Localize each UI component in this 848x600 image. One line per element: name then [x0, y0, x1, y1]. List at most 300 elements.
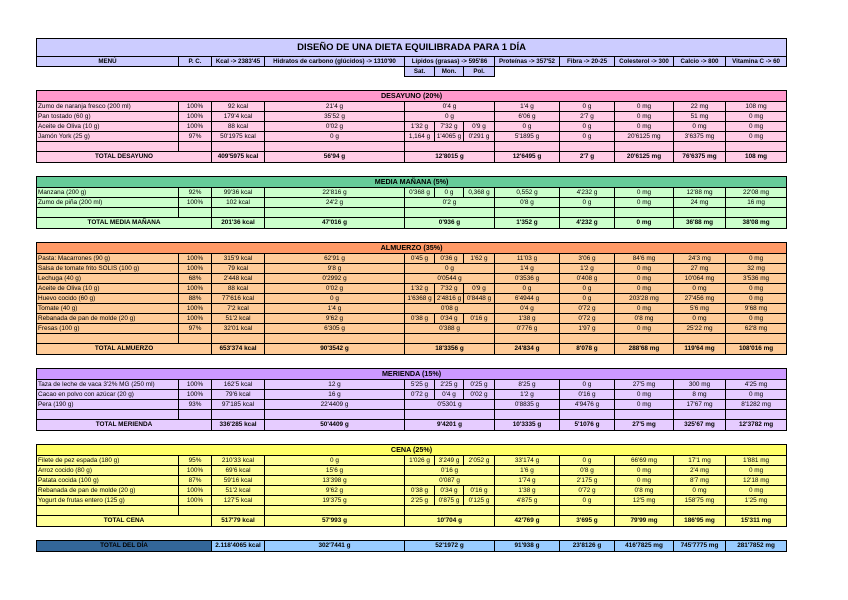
fibra-value: 0 g	[560, 294, 615, 304]
total-label: TOTAL CENA	[37, 516, 212, 527]
mon-value: 0'875 g	[435, 496, 464, 506]
section-title: DESAYUNO (20%)	[37, 91, 787, 102]
vitamina-c-value: 0 mg	[726, 122, 787, 132]
total-hc: 50'4409 g	[265, 420, 405, 431]
sat-value: 0'38 g	[405, 486, 435, 496]
vitamina-c-value: 3'536 mg	[726, 274, 787, 284]
pc-value: 93%	[179, 400, 212, 410]
proteinas-value: 8'25 g	[495, 380, 560, 390]
total-proteinas: 1'352 g	[495, 218, 560, 229]
vitamina-c-value: 0 mg	[726, 294, 787, 304]
calcio-value: 3'6375 mg	[674, 132, 726, 142]
total-kcal: 201'36 kcal	[212, 218, 265, 229]
pol-value: 0'9 g	[464, 284, 495, 294]
spacer-row	[37, 355, 787, 369]
kcal-value: 59'16 kcal	[212, 476, 265, 486]
proteinas-value: 1'2 g	[495, 390, 560, 400]
hc-value: 12 g	[265, 380, 405, 390]
diet-table	[36, 38, 787, 552]
table-row	[37, 476, 787, 486]
vitamina-c-value: 22'08 mg	[726, 188, 787, 198]
hc-value: 21'4 g	[265, 102, 405, 112]
table-row	[37, 486, 787, 496]
proteinas-value: 1'38 g	[495, 314, 560, 324]
vitamina-c-value: 1'881 mg	[726, 456, 787, 466]
empty-cell	[265, 142, 405, 152]
colesterol-value: 0 mg	[615, 476, 674, 486]
mon-value: 1'4065 g	[435, 132, 464, 142]
hc-value: 9'62 g	[265, 486, 405, 496]
total-label: TOTAL DESAYUNO	[37, 152, 212, 163]
proteinas-value: 0 g	[495, 122, 560, 132]
empty-cell	[674, 410, 726, 420]
empty-cell	[674, 208, 726, 218]
calcio-value: 8'7 mg	[674, 476, 726, 486]
fibra-value: 2'175 g	[560, 476, 615, 486]
colesterol-value: 0 mg	[615, 264, 674, 274]
lipidos-value: 0'388 g	[405, 324, 495, 334]
pc-value: 100%	[179, 284, 212, 294]
sat-value: 0'72 g	[405, 390, 435, 400]
fibra-value: 0'72 g	[560, 486, 615, 496]
pol-value: 0'8448 g	[464, 294, 495, 304]
total-kcal: 336'285 kcal	[212, 420, 265, 431]
empty-cell	[495, 506, 560, 516]
kcal-value: 50'1975 kcal	[212, 132, 265, 142]
mon-value: 0 g	[435, 188, 464, 198]
header-proteinas: Proteínas -> 357'52	[495, 57, 560, 67]
total-lipidos: 0'936 g	[405, 218, 495, 229]
vitamina-c-value: 1'25 mg	[726, 496, 787, 506]
total-hc: 90'3542 g	[265, 344, 405, 355]
empty-row	[37, 142, 787, 152]
total-proteinas: 24'834 g	[495, 344, 560, 355]
empty-cell	[265, 208, 405, 218]
colesterol-value: 0 mg	[615, 466, 674, 476]
hc-value: 1'4 g	[265, 304, 405, 314]
grand-total-lipidos: 52'1972 g	[405, 541, 495, 552]
total-hc: 47'016 g	[265, 218, 405, 229]
total-label: TOTAL MERIENDA	[37, 420, 212, 431]
fibra-value: 4'9476 g	[560, 400, 615, 410]
vitamina-c-value: 0 mg	[726, 132, 787, 142]
grand-total-kcal: 2.118'4065 kcal	[212, 541, 265, 552]
sat-value: 0'45 g	[405, 254, 435, 264]
proteinas-value: 4'875 g	[495, 496, 560, 506]
pc-value: 100%	[179, 112, 212, 122]
kcal-value: 51'2 kcal	[212, 314, 265, 324]
empty-cell	[495, 142, 560, 152]
kcal-value: 32'01 kcal	[212, 324, 265, 334]
sat-value: 1'32 g	[405, 284, 435, 294]
subheader-sat: Sat.	[405, 67, 435, 77]
vitamina-c-value: 0 mg	[726, 284, 787, 294]
empty-cell	[615, 410, 674, 420]
table-row	[37, 380, 787, 390]
subheader-pol: Pol.	[464, 67, 495, 77]
pc-value: 100%	[179, 102, 212, 112]
total-lipidos: 12'8015 g	[405, 152, 495, 163]
food-name: Aceite de Oliva (10 g)	[37, 284, 179, 294]
calcio-value: 5'6 mg	[674, 304, 726, 314]
total-fibra: 2'7 g	[560, 152, 615, 163]
hc-value: 22'816 g	[265, 188, 405, 198]
mon-value: 7'32 g	[435, 284, 464, 294]
empty-cell	[495, 410, 560, 420]
section-title: MERIENDA (15%)	[37, 369, 787, 380]
calcio-value: 17'67 mg	[674, 400, 726, 410]
calcio-value: 24 mg	[674, 198, 726, 208]
vitamina-c-value: 8'1282 mg	[726, 400, 787, 410]
lipidos-value: 0'4 g	[405, 102, 495, 112]
lipidos-value: 0'2 g	[405, 198, 495, 208]
empty-cell	[37, 506, 179, 516]
kcal-value: 162'5 kcal	[212, 380, 265, 390]
total-calcio: 36'88 mg	[674, 218, 726, 229]
title-row	[37, 39, 787, 57]
table-row	[37, 284, 787, 294]
header-fibra: Fibra -> 20-25	[560, 57, 615, 67]
grand-total-proteinas: 91'938 g	[495, 541, 560, 552]
empty-cell	[615, 334, 674, 344]
table-row	[37, 294, 787, 304]
empty-cell	[495, 208, 560, 218]
total-row	[37, 344, 787, 355]
empty-cell	[674, 506, 726, 516]
colesterol-value: 0 mg	[615, 112, 674, 122]
fibra-value: 3'06 g	[560, 254, 615, 264]
pc-value: 87%	[179, 476, 212, 486]
proteinas-value: 1'4 g	[495, 264, 560, 274]
table-row	[37, 122, 787, 132]
lipidos-value: 0 g	[405, 112, 495, 122]
fibra-value: 0 g	[560, 284, 615, 294]
hc-value: 9'8 g	[265, 264, 405, 274]
total-vitamina-c: 12'3782 mg	[726, 420, 787, 431]
calcio-value: 0 mg	[674, 122, 726, 132]
colesterol-value: 84'6 mg	[615, 254, 674, 264]
header-colesterol: Colesterol -> 300	[615, 57, 674, 67]
food-name: Rebanada de pan de molde (20 g)	[37, 486, 179, 496]
empty-row	[37, 506, 787, 516]
hc-value: 0 g	[265, 294, 405, 304]
kcal-value: 92 kcal	[212, 102, 265, 112]
empty-cell	[560, 208, 615, 218]
pol-value: 2'052 g	[464, 456, 495, 466]
hc-value: 13'398 g	[265, 476, 405, 486]
header-hc: Hidratos de carbono (glúcidos) -> 1310'90	[265, 57, 405, 67]
calcio-value: 17'1 mg	[674, 456, 726, 466]
total-lipidos: 9'4201 g	[405, 420, 495, 431]
colesterol-value: 0 mg	[615, 324, 674, 334]
empty-row	[37, 410, 787, 420]
total-lipidos: 10'704 g	[405, 516, 495, 527]
section-header-row	[37, 243, 787, 254]
food-name: Arroz cocido (80 g)	[37, 466, 179, 476]
empty-cell	[212, 334, 265, 344]
kcal-value: 97'185 kcal	[212, 400, 265, 410]
total-row	[37, 420, 787, 431]
empty-cell	[179, 506, 212, 516]
pc-value: 100%	[179, 486, 212, 496]
calcio-value: 22 mg	[674, 102, 726, 112]
colesterol-value: 0 mg	[615, 304, 674, 314]
proteinas-value: 0 g	[495, 284, 560, 294]
total-hc: 57'993 g	[265, 516, 405, 527]
hc-value: 9'62 g	[265, 314, 405, 324]
hc-value: 16 g	[265, 390, 405, 400]
header-vitamina-c: Vitamina C -> 60	[726, 57, 787, 67]
empty-cell	[560, 142, 615, 152]
colesterol-value: 203'28 mg	[615, 294, 674, 304]
empty-cell	[726, 142, 787, 152]
vitamina-c-value: 12'18 mg	[726, 476, 787, 486]
empty-row	[37, 334, 787, 344]
food-name: Lechuga (40 g)	[37, 274, 179, 284]
colesterol-value: 20'6125 mg	[615, 132, 674, 142]
pc-value: 88%	[179, 294, 212, 304]
kcal-value: 127'5 kcal	[212, 496, 265, 506]
proteinas-value: 6'06 g	[495, 112, 560, 122]
fibra-value: 1'97 g	[560, 324, 615, 334]
table-row	[37, 102, 787, 112]
hc-value: 6'305 g	[265, 324, 405, 334]
proteinas-value: 6'4944 g	[495, 294, 560, 304]
page-title: DISEÑO DE UNA DIETA EQUILIBRADA PARA 1 DÍA	[37, 39, 787, 57]
fibra-value: 0'8 g	[560, 466, 615, 476]
total-row	[37, 516, 787, 527]
mon-value: 3'249 g	[435, 456, 464, 466]
colesterol-value: 0 mg	[615, 390, 674, 400]
hc-value: 0 g	[265, 456, 405, 466]
food-name: Jamón York (25 g)	[37, 132, 179, 142]
total-row	[37, 152, 787, 163]
colesterol-value: 0 mg	[615, 198, 674, 208]
proteinas-value: 0'3536 g	[495, 274, 560, 284]
total-colesterol: 0 mg	[615, 218, 674, 229]
fibra-value: 0 g	[560, 496, 615, 506]
section-title: ALMUERZO (35%)	[37, 243, 787, 254]
pol-value: 0'125 g	[464, 496, 495, 506]
total-vitamina-c: 108'016 mg	[726, 344, 787, 355]
total-kcal: 409'5975 kcal	[212, 152, 265, 163]
colesterol-value: 0 mg	[615, 188, 674, 198]
spacer-row	[37, 527, 787, 541]
fibra-value: 0'72 g	[560, 304, 615, 314]
food-name: Patata cocida (100 g)	[37, 476, 179, 486]
hc-value: 22'4409 g	[265, 400, 405, 410]
hc-value: 0'02 g	[265, 284, 405, 294]
header-pc: P. C.	[179, 57, 212, 67]
pc-value: 100%	[179, 314, 212, 324]
total-colesterol: 79'99 mg	[615, 516, 674, 527]
subheader-row	[37, 67, 787, 77]
empty-cell	[179, 208, 212, 218]
empty-cell	[179, 142, 212, 152]
table-row	[37, 198, 787, 208]
fibra-value: 4'232 g	[560, 188, 615, 198]
empty-cell	[212, 142, 265, 152]
grand-total-fibra: 23'8126 g	[560, 541, 615, 552]
proteinas-value: 0,552 g	[495, 188, 560, 198]
food-name: Pera (190 g)	[37, 400, 179, 410]
section-title: CENA (25%)	[37, 445, 787, 456]
lipidos-value: 0'087 g	[405, 476, 495, 486]
proteinas-value: 1'4 g	[495, 102, 560, 112]
fibra-value: 2'7 g	[560, 112, 615, 122]
colesterol-value: 0'8 mg	[615, 486, 674, 496]
pol-value: 0'16 g	[464, 314, 495, 324]
empty-cell	[495, 334, 560, 344]
calcio-value: 0 mg	[674, 486, 726, 496]
grand-total-hc: 302'7441 g	[265, 541, 405, 552]
section-header-row	[37, 445, 787, 456]
hc-value: 35'52 g	[265, 112, 405, 122]
food-name: Aceite de Oliva (10 g)	[37, 122, 179, 132]
calcio-value: 27'456 mg	[674, 294, 726, 304]
food-name: Yogurt de frutas entero (125 g)	[37, 496, 179, 506]
hc-value: 0 g	[265, 132, 405, 142]
vitamina-c-value: 0 mg	[726, 254, 787, 264]
proteinas-value: 0'8 g	[495, 198, 560, 208]
grand-total-vitamina-c: 281'7852 mg	[726, 541, 787, 552]
empty-cell	[405, 142, 495, 152]
food-name: Rebanada de pan de molde (20 g)	[37, 314, 179, 324]
mon-value: 7'32 g	[435, 122, 464, 132]
empty-cell	[37, 142, 179, 152]
sat-value: 1'6368 g	[405, 294, 435, 304]
pol-value: 0'25 g	[464, 380, 495, 390]
empty-cell	[37, 208, 179, 218]
proteinas-value: 0'8835 g	[495, 400, 560, 410]
empty-cell	[405, 334, 495, 344]
kcal-value: 51'2 kcal	[212, 486, 265, 496]
fibra-value: 0 g	[560, 102, 615, 112]
fibra-value: 0'408 g	[560, 274, 615, 284]
subheader-mon: Mon.	[435, 67, 464, 77]
vitamina-c-value: 0 mg	[726, 112, 787, 122]
total-label: TOTAL ALMUERZO	[37, 344, 212, 355]
colesterol-value: 27'5 mg	[615, 380, 674, 390]
calcio-value: 25'22 mg	[674, 324, 726, 334]
pc-value: 92%	[179, 188, 212, 198]
colesterol-value: 0 mg	[615, 122, 674, 132]
sat-value: 2'25 g	[405, 496, 435, 506]
food-name: Zumo de naranja fresco (200 ml)	[37, 102, 179, 112]
calcio-value: 51 mg	[674, 112, 726, 122]
fibra-value: 0 g	[560, 132, 615, 142]
calcio-value: 27 mg	[674, 264, 726, 274]
vitamina-c-value: 9'68 mg	[726, 304, 787, 314]
calcio-value: 10'064 mg	[674, 274, 726, 284]
hc-value: 62'91 g	[265, 254, 405, 264]
colesterol-value: 0 mg	[615, 284, 674, 294]
grand-total-colesterol: 416'7825 mg	[615, 541, 674, 552]
total-kcal: 517'79 kcal	[212, 516, 265, 527]
colesterol-value: 0'8 mg	[615, 314, 674, 324]
calcio-value: 0 mg	[674, 284, 726, 294]
empty-cell	[615, 142, 674, 152]
proteinas-value: 0'776 g	[495, 324, 560, 334]
kcal-value: 79 kcal	[212, 264, 265, 274]
header-menu: MENÚ	[37, 57, 179, 67]
table-row	[37, 132, 787, 142]
total-fibra: 3'695 g	[560, 516, 615, 527]
kcal-value: 2'448 kcal	[212, 274, 265, 284]
sat-value: 1'026 g	[405, 456, 435, 466]
total-kcal: 653'374 kcal	[212, 344, 265, 355]
total-vitamina-c: 38'08 mg	[726, 218, 787, 229]
fibra-value: 0 g	[560, 456, 615, 466]
table-row	[37, 274, 787, 284]
vitamina-c-value: 62'8 mg	[726, 324, 787, 334]
hc-value: 15'6 g	[265, 466, 405, 476]
pol-value: 0'9 g	[464, 122, 495, 132]
total-lipidos: 18'3356 g	[405, 344, 495, 355]
proteinas-value: 33'174 g	[495, 456, 560, 466]
empty-cell	[726, 334, 787, 344]
food-name: Cacao en polvo con azúcar (20 g)	[37, 390, 179, 400]
sat-value: 0'38 g	[405, 314, 435, 324]
total-calcio: 186'95 mg	[674, 516, 726, 527]
proteinas-value: 5'1895 g	[495, 132, 560, 142]
pc-value: 100%	[179, 198, 212, 208]
empty-cell	[560, 410, 615, 420]
colesterol-value: 0 mg	[615, 400, 674, 410]
total-proteinas: 42'769 g	[495, 516, 560, 527]
table-row	[37, 314, 787, 324]
empty-cell	[560, 506, 615, 516]
total-row	[37, 218, 787, 229]
hc-value: 19'375 g	[265, 496, 405, 506]
empty-cell	[674, 142, 726, 152]
fibra-value: 0 g	[560, 122, 615, 132]
hc-value: 0'2992 g	[265, 274, 405, 284]
proteinas-value: 1'74 g	[495, 476, 560, 486]
empty-cell	[405, 208, 495, 218]
section-header-row	[37, 177, 787, 188]
pc-value: 100%	[179, 304, 212, 314]
mon-value: 0'4 g	[435, 390, 464, 400]
lipidos-value: 0'5301 g	[405, 400, 495, 410]
mon-value: 2'4816 g	[435, 294, 464, 304]
kcal-value: 88 kcal	[212, 284, 265, 294]
food-name: Tomate (40 g)	[37, 304, 179, 314]
empty-cell	[212, 506, 265, 516]
kcal-value: 77'616 kcal	[212, 294, 265, 304]
lipidos-value: 0'16 g	[405, 466, 495, 476]
colesterol-value: 0 mg	[615, 102, 674, 112]
pc-value: 100%	[179, 380, 212, 390]
calcio-value: 12'88 mg	[674, 188, 726, 198]
total-calcio: 325'67 mg	[674, 420, 726, 431]
pc-value: 68%	[179, 274, 212, 284]
total-label: TOTAL MEDIA MAÑANA	[37, 218, 212, 229]
empty-cell	[179, 410, 212, 420]
header-kcal: Kcal -> 2383'45	[212, 57, 265, 67]
colesterol-value: 66'69 mg	[615, 456, 674, 466]
hc-value: 0'02 g	[265, 122, 405, 132]
total-fibra: 8'078 g	[560, 344, 615, 355]
empty-cell	[265, 410, 405, 420]
proteinas-value: 1'38 g	[495, 486, 560, 496]
kcal-value: 79'6 kcal	[212, 390, 265, 400]
lipidos-value: 0 g	[405, 264, 495, 274]
empty-row	[37, 208, 787, 218]
pc-value: 97%	[179, 132, 212, 142]
table-row	[37, 254, 787, 264]
sat-value: 0'368 g	[405, 188, 435, 198]
